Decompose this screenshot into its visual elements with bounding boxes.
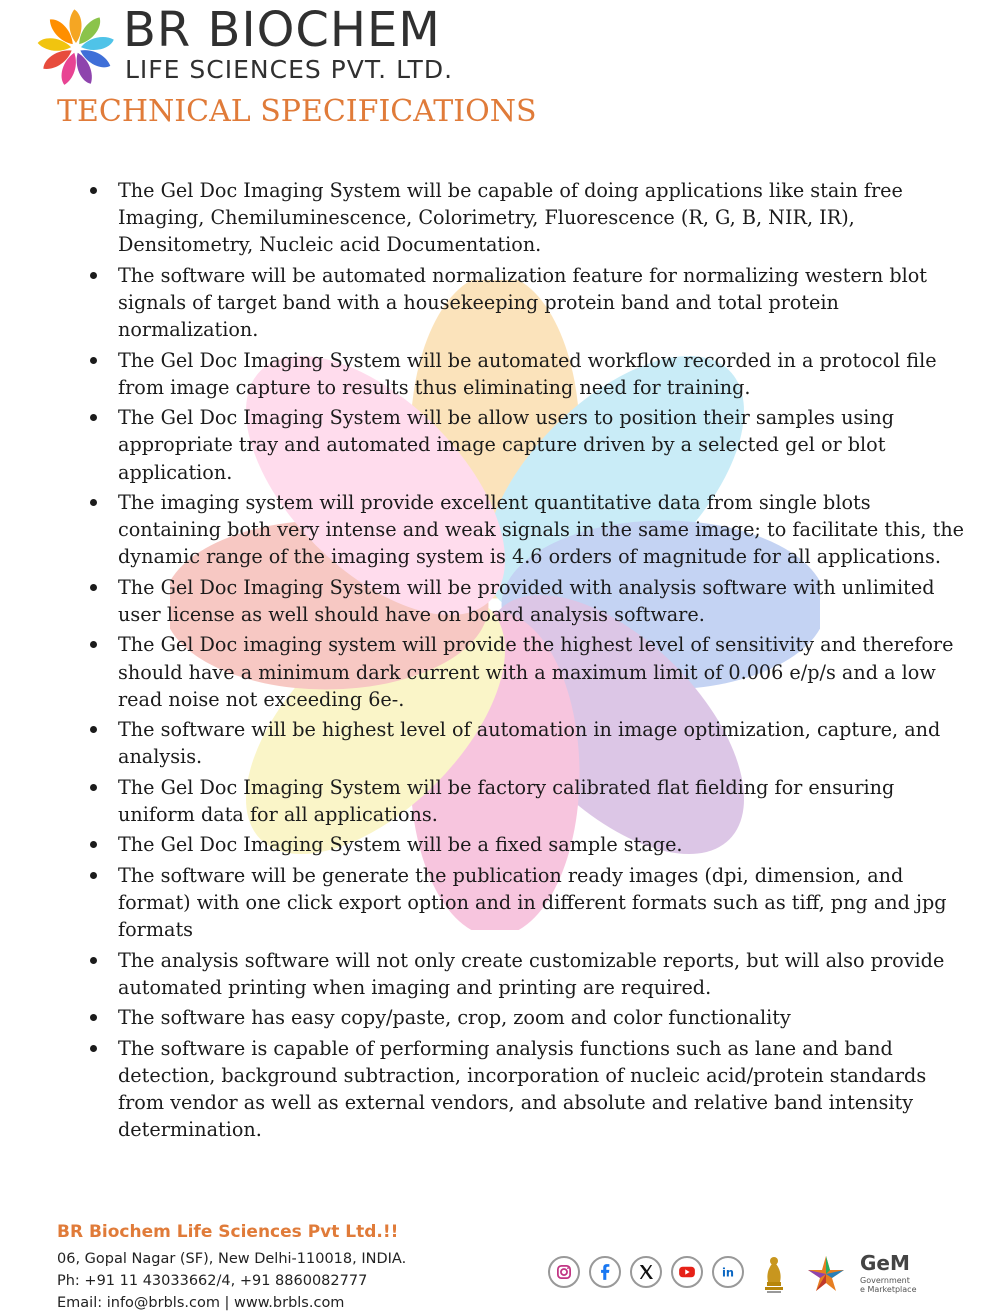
spec-text: The software will be automated normalization feature for normalizing western blot signals of target band with a housekeeping protein band and total protein normalization. [118, 263, 928, 342]
spec-text: The imaging system will provide excellent quantitative data from single blots containing both very intense and weak signals in the same image; to facilitate this, the dynamic range of the imaging system is 4.6 orders of magnitude for all applications. [118, 490, 965, 569]
emblem-icon [758, 1252, 790, 1296]
spec-item [118, 489, 968, 571]
footer-address: 06, Gopal Nagar (SF), New Delhi-110018, INDIA. [57, 1251, 407, 1267]
footer-email: Email: info@brbls.com | www.brbls.com [57, 1295, 345, 1311]
spec-item [118, 947, 968, 1001]
bullet-icon [90, 726, 97, 733]
spec-item [118, 347, 968, 401]
spec-item [118, 716, 968, 770]
instagram-icon[interactable] [548, 1256, 580, 1288]
footer-phone: Ph: +91 11 43033662/4, +91 8860082777 [57, 1273, 368, 1289]
bullet-icon [90, 272, 97, 279]
spec-text: The software will be highest level of automation in image optimization, capture, and analysis. [118, 718, 941, 769]
spec-item [118, 574, 968, 628]
bullet-icon [90, 357, 97, 364]
footer-company-name: BR Biochem Life Sciences Pvt Ltd.!! [57, 1222, 399, 1242]
brand-subtitle: LIFE SCIENCES PVT. LTD. [125, 55, 454, 84]
spec-text: The analysis software will not only create customizable reports, but will also provide automated printing when imaging and printing are required. [118, 948, 945, 999]
bullet-icon [90, 414, 97, 421]
bullet-icon [90, 1045, 97, 1052]
social-icons [546, 1252, 926, 1296]
bullet-icon [90, 499, 97, 506]
spec-text: The Gel Doc Imaging System will be a fixed sample stage. [118, 833, 683, 857]
bullet-icon [90, 187, 97, 194]
gem-subtitle-1: Government [860, 1276, 910, 1285]
spec-item [118, 831, 968, 858]
spec-item [118, 1004, 968, 1031]
svg-text:in: in [722, 1265, 734, 1280]
spec-text: The Gel Doc Imaging System will be allow users to position their samples using appropriate tray and automated image capture driven by a selected gel or blot application. [118, 406, 895, 484]
youtube-icon[interactable] [671, 1256, 703, 1288]
gem-subtitle-2: e Marketplace [860, 1285, 917, 1294]
spec-item [118, 404, 968, 486]
gem-logo-icon [804, 1254, 848, 1294]
brand-name: BR BIOCHEM [123, 2, 441, 58]
spec-item [118, 774, 968, 828]
spec-text: The software is capable of performing analysis functions such as lane and band detection, background subtraction, incorporation of nucleic acid/protein standards from vendor as well as external vendors, and absolute and relative band intensity determination. [118, 1036, 927, 1142]
spec-text: The Gel Doc Imaging System will be automated workflow recorded in a protocol file from image capture to results thus eliminating need for training. [118, 348, 937, 399]
bullet-icon [90, 872, 97, 879]
spec-item [118, 177, 968, 259]
gem-title: GeM [860, 1251, 910, 1275]
spec-text: The Gel Doc imaging system will provide the highest level of sensitivity and therefore should have a minimum dark current with a maximum limit of 0.006 e/p/s and a low read noise not exceeding 6e-. [118, 633, 954, 711]
bullet-icon [90, 641, 97, 648]
x-twitter-icon[interactable] [630, 1256, 662, 1288]
bullet-icon [90, 784, 97, 791]
company-logo-icon [34, 6, 118, 90]
spec-text: The Gel Doc Imaging System will be provided with analysis software with unlimited user license as well should have on board analysis software. [118, 575, 935, 626]
facebook-icon[interactable] [589, 1256, 621, 1288]
spec-list [118, 177, 968, 1147]
spec-item [118, 631, 968, 713]
bullet-icon [90, 1014, 97, 1021]
bullet-icon [90, 584, 97, 591]
spec-text: The Gel Doc Imaging System will be capable of doing applications like stain free Imaging, Chemiluminescence, Colorimetry, Fluorescence (R, G, B, NIR, IR), Densitometry, Nucleic acid Documentation. [118, 179, 903, 257]
spec-item [118, 862, 968, 944]
spec-text: The software has easy copy/paste, crop, zoom and color functionality [118, 1006, 791, 1030]
spec-text: The software will be generate the publication ready images (dpi, dimension, and format) with one click export option and in different formats such as tiff, png and jpg formats [118, 863, 947, 942]
bullet-icon [90, 957, 97, 964]
page-title: TECHNICAL SPECIFICATIONS [57, 94, 537, 129]
spec-text: The Gel Doc Imaging System will be factory calibrated flat fielding for ensuring uniform data for all applications. [118, 775, 895, 826]
bullet-icon [90, 841, 97, 848]
spec-item [118, 262, 968, 344]
linkedin-icon[interactable] [712, 1256, 744, 1288]
spec-item [118, 1035, 968, 1144]
